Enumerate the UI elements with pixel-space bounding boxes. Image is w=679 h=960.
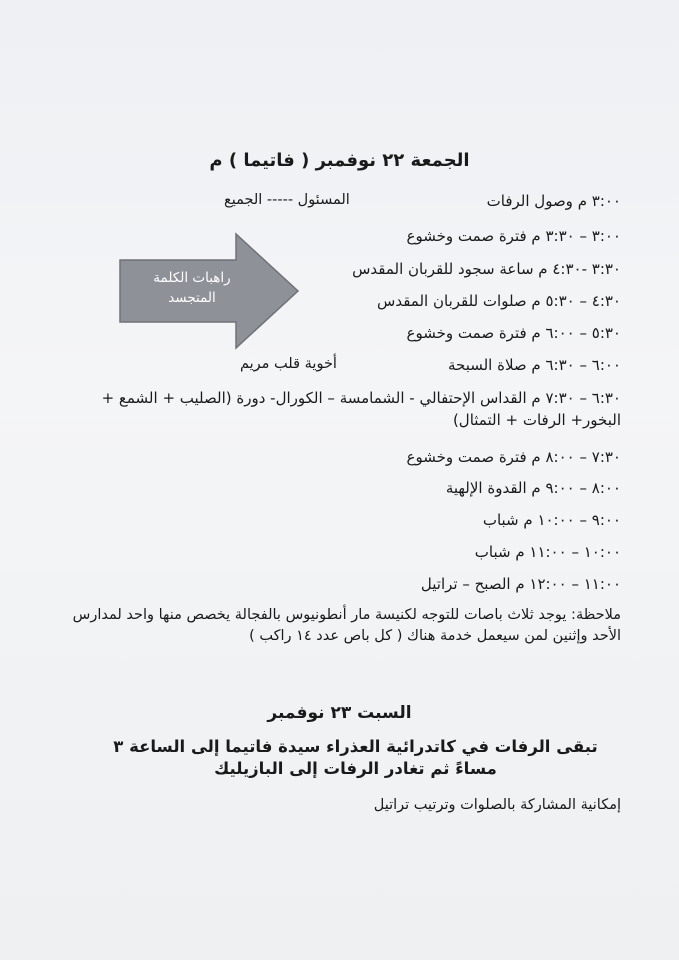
arrow-label-line1: راهبات الكلمة bbox=[153, 270, 231, 286]
saturday-announcement: تبقى الرفات في كاتدرائية العذراء سيدة فاتيما إلى الساعة ٣ مساءً ثم تغادر الرفات إلى البازيليك bbox=[113, 737, 598, 779]
schedule-item-mass: ٦:٣٠ – ٧:٣٠ م القداس الإحتفالي - الشمامسة – الكورال- دورة (الصليب + الشمع + البخور+ الرفات + التمثال) bbox=[101, 389, 621, 429]
arrow-callout bbox=[118, 232, 300, 350]
schedule-item: ٨:٠٠ – ٩:٠٠ م القدوة الإلهية bbox=[445, 479, 621, 497]
schedule-item: ٥:٣٠ – ٦:٠٠ م فترة صمت وخشوع bbox=[406, 324, 621, 342]
note-paragraph: ملاحظة: يوجد ثلاث باصات للتوجه لكنيسة مار أنطونيوس بالفجالة يخصص منها واحد لمدارس الأحد وإثنين لمن سيعمل خدمة هناك ( كل باص عدد ١٤ راكب ) bbox=[72, 607, 621, 645]
responsible-label: المسئول ----- الجميع bbox=[224, 192, 350, 208]
arrow-label-line2: المتجسد bbox=[168, 289, 216, 306]
schedule-item: ٣:٠٠ – ٣:٣٠ م فترة صمت وخشوع bbox=[406, 227, 621, 245]
rosary-group-label: أخوية قلب مريم bbox=[240, 356, 337, 372]
schedule-item: ١١:٠٠ – ١٢:٠٠ م الصبح – تراتيل bbox=[420, 575, 621, 593]
schedule-item: ٧:٣٠ – ٨:٠٠ م فترة صمت وخشوع bbox=[406, 448, 621, 466]
schedule-item: ٤:٣٠ – ٥:٣٠ م صلوات للقربان المقدس bbox=[377, 292, 621, 310]
arrow-label bbox=[132, 269, 252, 308]
saturday-title: السبت ٢٣ نوفمبر bbox=[267, 703, 412, 723]
participation-line: إمكانية المشاركة بالصلوات وترتيب تراتيل bbox=[373, 797, 621, 813]
schedule-item: ٣:٣٠ -٤:٣٠ م ساعة سجود للقربان المقدس bbox=[352, 260, 621, 278]
schedule-item: ١٠:٠٠ – ١١:٠٠ م شباب bbox=[474, 543, 621, 561]
schedule-item: ٦:٠٠ – ٦:٣٠ م صلاة السبحة bbox=[447, 356, 621, 374]
schedule-item: ٩:٠٠ – ١٠:٠٠ م شباب bbox=[482, 511, 621, 529]
friday-title: الجمعة ٢٢ نوفمبر ( فاتيما ) م bbox=[209, 150, 470, 171]
schedule-item-arrival: ٣:٠٠ م وصول الرفات bbox=[486, 192, 621, 210]
